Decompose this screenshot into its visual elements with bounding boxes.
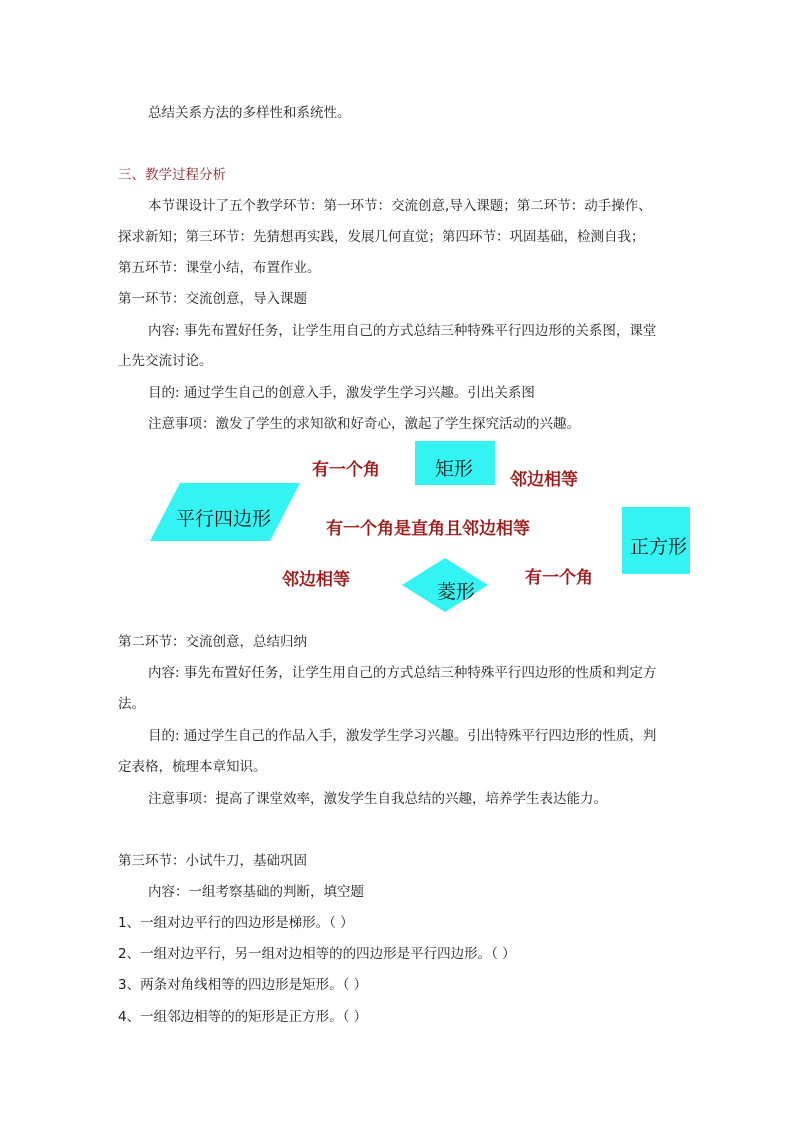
paragraph-line: 内容: 事先布置好任务，让学生用自己的方式总结三种特殊平行四边形的性质和判定方 xyxy=(148,665,657,681)
paragraph-line: 内容：一组考察基础的判断，填空题 xyxy=(148,884,364,900)
paragraph-line: 目的: 通过学生自己的创意入手，激发学生学习兴趣。引出关系图 xyxy=(148,385,535,401)
condition-label-right-angle-adjacent: 有一个角是直角且邻边相等 xyxy=(326,519,530,539)
stage-heading: 第三环节：小试牛刀，基础巩固 xyxy=(118,853,307,869)
stage-heading: 第一环节：交流创意，导入课题 xyxy=(118,291,307,307)
condition-label-adjacent-sides: 邻边相等 xyxy=(510,470,578,490)
paragraph-line: 定表格，梳理本章知识。 xyxy=(118,759,267,775)
paragraph-line: 上先交流讨论。 xyxy=(118,353,213,369)
paragraph-line: 第五环节：课堂小结，布置作业。 xyxy=(118,260,321,276)
paragraph-line: 法。 xyxy=(118,696,145,712)
parallelogram-label: 平行四边形 xyxy=(176,508,272,530)
rhombus-label: 菱形 xyxy=(437,581,476,603)
question-item: 3、两条对角线相等的四边形是矩形。（ ） xyxy=(118,977,368,993)
section-heading: 三、教学过程分析 xyxy=(118,167,226,183)
question-item: 2、一组对边平行，另一组对边相等的的四边形是平行四边形。（ ） xyxy=(118,946,516,962)
question-item: 4、一组邻边相等的的矩形是正方形。（ ） xyxy=(118,1009,368,1025)
paragraph-line: 总结关系方法的多样性和系统性。 xyxy=(148,105,351,121)
rectangle-label: 矩形 xyxy=(435,458,474,480)
question-item: 1、一组对边平行的四边形是梯形。（ ） xyxy=(118,915,354,931)
stage-heading: 第二环节：交流创意，总结归纳 xyxy=(118,634,307,650)
paragraph-line: 内容: 事先布置好任务，让学生用自己的方式总结三种特殊平行四边形的关系图，课堂 xyxy=(148,323,657,339)
paragraph-line: 本节课设计了五个教学环节：第一环节：交流创意,导入课题；第二环节：动手操作、 xyxy=(148,198,652,214)
paragraph-line: 注意事项：提高了课堂效率，激发学生自我总结的兴趣，培养学生表达能力。 xyxy=(148,791,607,807)
paragraph-line: 探求新知；第三环节：先猜想再实践，发展几何直觉；第四环节：巩固基础，检测自我； xyxy=(118,229,645,245)
condition-label-one-angle: 有一个角 xyxy=(525,568,593,588)
paragraph-line: 注意事项：激发了学生的求知欲和好奇心，激起了学生探究活动的兴趣。 xyxy=(148,416,580,432)
condition-label-one-angle: 有一个角 xyxy=(312,460,380,480)
condition-label-adjacent-sides: 邻边相等 xyxy=(282,570,350,590)
square-label: 正方形 xyxy=(630,536,688,558)
paragraph-line: 目的: 通过学生自己的作品入手，激发学生学习兴趣。引出特殊平行四边形的性质，判 xyxy=(148,728,657,744)
